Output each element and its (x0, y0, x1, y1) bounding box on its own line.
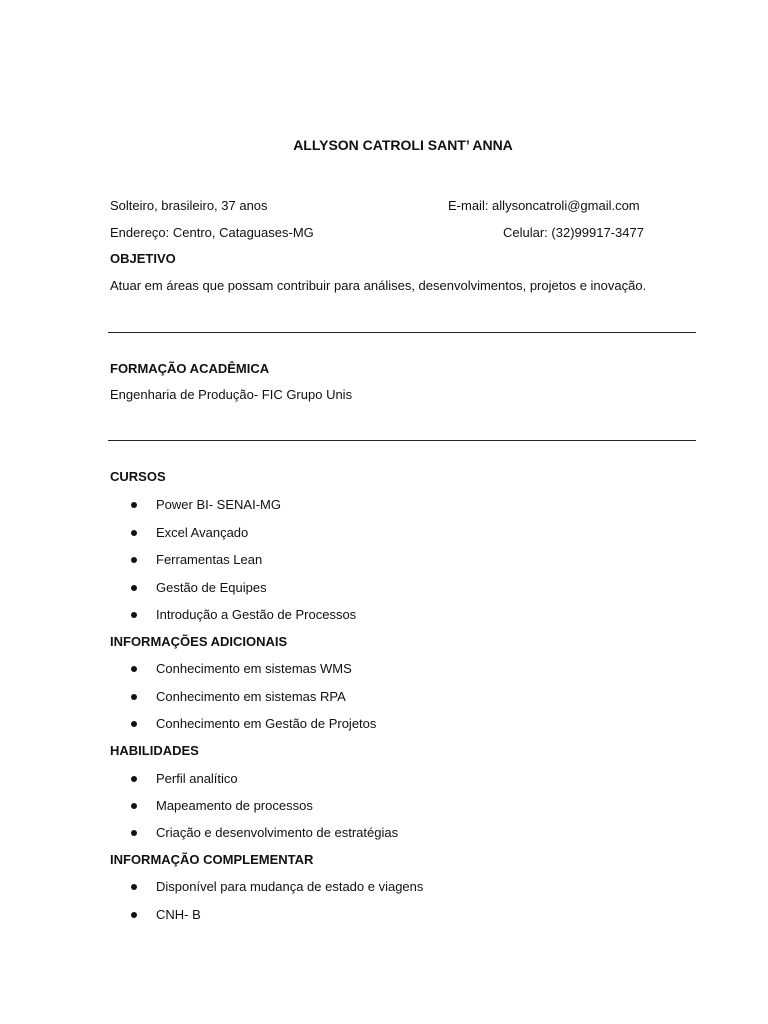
contact-email: E-mail: allysoncatroli@gmail.com (448, 198, 640, 213)
additional-info-heading: INFORMAÇÕES ADICIONAIS (110, 634, 288, 649)
list-item-label: Ferramentas Lean (156, 552, 263, 567)
list-item-label: Introdução a Gestão de Processos (156, 607, 357, 622)
bullet-icon (131, 557, 137, 563)
bullet-icon (131, 530, 137, 536)
bullet-icon (131, 776, 137, 782)
bullet-icon (131, 666, 137, 672)
personal-status: Solteiro, brasileiro, 37 anos (110, 198, 268, 213)
skills-heading: HABILIDADES (110, 743, 199, 758)
list-item-label: Conhecimento em sistemas WMS (156, 661, 352, 676)
bullet-icon (131, 830, 137, 836)
objective-heading: OBJETIVO (110, 251, 176, 266)
bullet-icon (131, 502, 137, 508)
bullet-icon (131, 884, 137, 890)
list-item-label: Power BI- SENAI-MG (156, 497, 281, 512)
contact-address: Endereço: Centro, Cataguases-MG (110, 225, 314, 240)
contact-phone: Celular: (32)99917-3477 (503, 225, 644, 240)
bullet-icon (131, 803, 137, 809)
bullet-icon (131, 585, 137, 591)
education-text: Engenharia de Produção- FIC Grupo Unis (110, 387, 353, 402)
list-item-label: Mapeamento de processos (156, 798, 313, 813)
objective-text: Atuar em áreas que possam contribuir para análises, desenvolvimentos, projetos e inovação. (110, 278, 647, 293)
list-item-label: CNH- B (156, 907, 201, 922)
education-heading: FORMAÇÃO ACADÊMICA (110, 361, 270, 376)
section-divider (108, 332, 696, 333)
complementary-info-heading: INFORMAÇÃO COMPLEMENTAR (110, 852, 314, 867)
section-divider (108, 440, 696, 441)
bullet-icon (131, 721, 137, 727)
list-item-label: Disponível para mudança de estado e viagens (156, 879, 424, 894)
list-item-label: Perfil analítico (156, 771, 238, 786)
bullet-icon (131, 912, 137, 918)
list-item-label: Criação e desenvolvimento de estratégias (156, 825, 399, 840)
list-item-label: Conhecimento em sistemas RPA (156, 689, 346, 704)
list-item-label: Excel Avançado (156, 525, 249, 540)
bullet-icon (131, 612, 137, 618)
list-item-label: Gestão de Equipes (156, 580, 267, 595)
courses-heading: CURSOS (110, 469, 166, 484)
list-item-label: Conhecimento em Gestão de Projetos (156, 716, 377, 731)
bullet-icon (131, 694, 137, 700)
candidate-name: ALLYSON CATROLI SANT’ ANNA (293, 137, 513, 153)
